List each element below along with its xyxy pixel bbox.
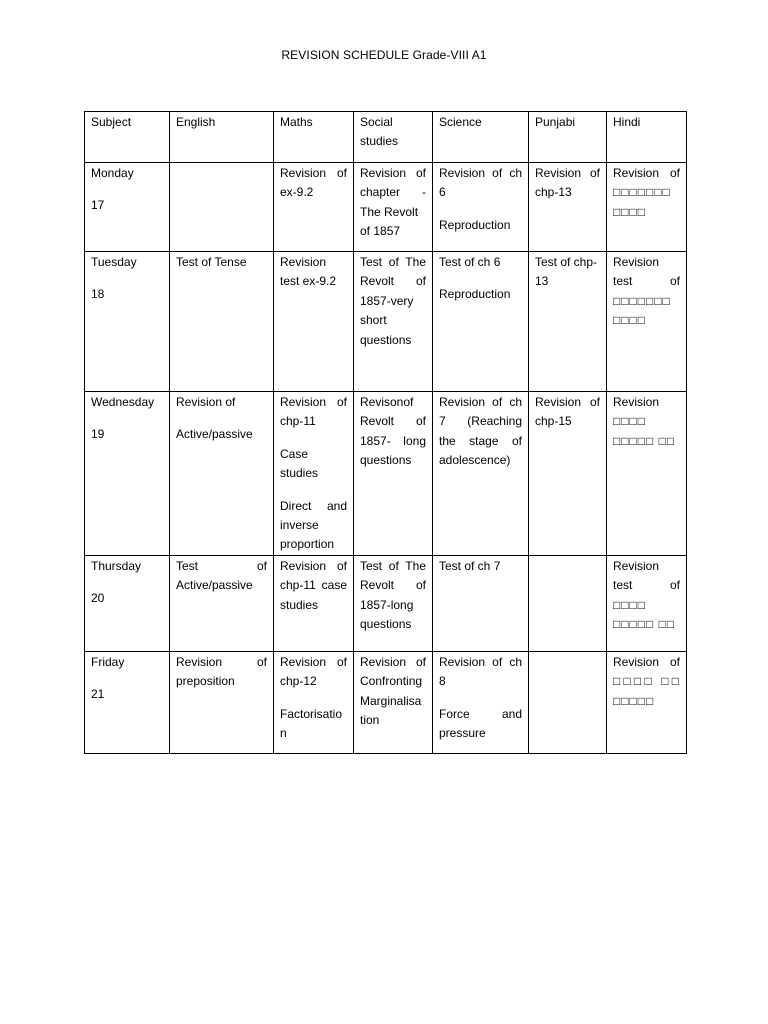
cell-text: Revision of — [280, 558, 347, 573]
cell-text: Revision — [613, 558, 660, 573]
cell-text: Revision of — [280, 166, 347, 180]
cell-text — [176, 164, 267, 183]
cell-tuesday-social — [354, 252, 433, 392]
cell-text: 1857- long — [360, 433, 426, 448]
date-label: 19 — [91, 427, 105, 442]
cell-tuesday-maths — [274, 252, 354, 392]
header-maths-label: Maths — [280, 115, 313, 129]
day-cell-wednesday — [85, 392, 170, 556]
table-header-row — [85, 112, 687, 163]
cell-text: questions — [360, 453, 412, 468]
date-label: 21 — [91, 687, 105, 702]
cell-text: Revision of — [613, 654, 680, 669]
cell-text: 6 — [439, 185, 446, 200]
cell-monday-punjabi — [529, 163, 607, 252]
cell-friday-social — [354, 651, 433, 753]
table-row-friday — [85, 651, 687, 753]
day-label: Monday — [91, 166, 134, 180]
cell-text: Revisonof — [360, 395, 414, 409]
date-label: 20 — [91, 591, 105, 606]
header-english-label: English — [176, 115, 216, 129]
table-row-monday — [85, 163, 687, 252]
cell-text: □□□□□ □□ — [613, 617, 676, 632]
cell-text: Revision of ch — [439, 166, 522, 180]
cell-text: Confronting — [360, 674, 423, 689]
cell-text: Revision of — [176, 654, 267, 669]
cell-text: Revision of — [613, 166, 680, 180]
cell-text: chp-13 — [535, 185, 572, 200]
header-hindi — [607, 112, 687, 163]
cell-text: Revision of — [535, 395, 600, 409]
cell-text: test of — [613, 578, 680, 593]
cell-text: chapter - — [360, 185, 426, 200]
cell-text: □□□□ — [613, 313, 646, 328]
cell-monday-maths — [274, 163, 354, 252]
cell-text: □□□□□ — [613, 693, 655, 708]
date-label: 17 — [91, 198, 105, 213]
cell-text: Case studies — [280, 446, 319, 481]
table-row-wednesday — [85, 392, 687, 556]
cell-text: 13 — [535, 274, 549, 289]
cell-text: preposition — [176, 674, 235, 689]
cell-text: Revision of — [535, 166, 600, 180]
cell-text: Revision of — [280, 395, 347, 409]
day-label: Tuesday — [91, 255, 137, 269]
header-maths — [274, 112, 354, 163]
header-social-label-2: studies — [360, 134, 399, 149]
cell-text: Direct and — [280, 498, 347, 513]
cell-text: studies — [280, 597, 319, 612]
cell-text: Test of The — [360, 558, 426, 573]
cell-thursday-social — [354, 555, 433, 651]
cell-text: inverse — [280, 518, 319, 533]
cell-text: 7 (Reaching — [439, 414, 522, 429]
cell-wednesday-hindi — [607, 392, 687, 556]
header-hindi-label: Hindi — [613, 115, 641, 129]
cell-wednesday-social — [354, 392, 433, 556]
cell-text: Revision of — [176, 395, 236, 409]
cell-text — [535, 653, 600, 672]
cell-monday-social — [354, 163, 433, 252]
cell-text: 1857-very — [360, 293, 414, 308]
cell-text: Revision — [613, 255, 660, 269]
cell-thursday-science — [433, 555, 529, 651]
cell-text: Reproduction — [439, 287, 511, 302]
header-subject-label: Subject — [91, 115, 132, 129]
cell-text: □□□□ — [613, 204, 646, 219]
header-social-studies — [354, 112, 433, 163]
cell-text: chp-11 case — [280, 578, 347, 593]
header-punjabi — [529, 112, 607, 163]
cell-text: questions — [360, 617, 412, 632]
cell-friday-english — [170, 651, 274, 753]
header-social-label-1: Social — [360, 115, 393, 129]
day-label: Thursday — [91, 558, 142, 573]
cell-text: 8 — [439, 674, 446, 689]
cell-text: Factorisatio — [280, 706, 343, 721]
day-cell-friday — [85, 651, 170, 753]
cell-tuesday-punjabi — [529, 252, 607, 392]
cell-text: n — [280, 726, 287, 741]
cell-text: □□□□□ □□ — [613, 433, 676, 448]
cell-text: Test of ch 7 — [439, 558, 501, 573]
cell-thursday-english — [170, 555, 274, 651]
day-cell-tuesday — [85, 252, 170, 392]
cell-text: Test of — [176, 558, 267, 573]
cell-text: pressure — [439, 726, 486, 741]
cell-text: test ex-9.2 — [280, 274, 337, 289]
cell-text: □□□□ — [613, 414, 646, 429]
cell-text: Revision of ch — [439, 395, 522, 409]
cell-text: Revolt of — [360, 414, 426, 429]
cell-wednesday-science — [433, 392, 529, 556]
cell-text: the stage of — [439, 433, 522, 448]
cell-text: short — [360, 313, 387, 328]
cell-text: The Revolt — [360, 204, 419, 219]
revision-schedule-table — [84, 111, 687, 754]
cell-monday-english — [170, 163, 274, 252]
cell-text: Reproduction — [439, 217, 511, 232]
cell-text: ex-9.2 — [280, 185, 314, 200]
cell-friday-science — [433, 651, 529, 753]
cell-text: □□□□□□□ — [613, 293, 671, 308]
date-label: 18 — [91, 287, 105, 302]
cell-wednesday-punjabi — [529, 392, 607, 556]
table-row-tuesday — [85, 252, 687, 392]
cell-text: Revision of — [360, 166, 426, 180]
table-row-thursday — [85, 555, 687, 651]
cell-thursday-hindi — [607, 555, 687, 651]
cell-text: adolescence) — [439, 453, 511, 468]
cell-text: Revolt of — [360, 274, 426, 289]
day-label: Friday — [91, 654, 125, 669]
cell-thursday-punjabi — [529, 555, 607, 651]
cell-wednesday-english — [170, 392, 274, 556]
cell-text: chp-15 — [535, 414, 572, 429]
cell-text: Active/passive — [176, 427, 253, 442]
cell-text: tion — [360, 713, 380, 728]
day-cell-thursday — [85, 555, 170, 651]
cell-text: Revision of — [360, 654, 426, 669]
cell-text: Marginalisa — [360, 693, 422, 708]
header-punjabi-label: Punjabi — [535, 115, 576, 129]
cell-text: chp-12 — [280, 674, 317, 689]
cell-text: Active/passive — [176, 578, 253, 593]
cell-monday-hindi — [607, 163, 687, 252]
day-label: Wednesday — [91, 395, 155, 409]
header-english — [170, 112, 274, 163]
cell-text: Test of chp- — [535, 255, 598, 269]
cell-tuesday-hindi — [607, 252, 687, 392]
cell-text — [535, 557, 600, 576]
cell-text: Revision — [280, 255, 327, 269]
cell-text: Test of ch 6 — [439, 255, 501, 269]
cell-text: Revision — [613, 395, 660, 409]
cell-text: of 1857 — [360, 224, 401, 239]
cell-text: 1857-long — [360, 597, 414, 612]
cell-friday-maths — [274, 651, 354, 753]
cell-text: Test of Tense — [176, 255, 247, 269]
cell-text: questions — [360, 332, 412, 347]
cell-text: Test of The — [360, 255, 426, 269]
cell-text: Revision of — [280, 654, 347, 669]
day-cell-monday — [85, 163, 170, 252]
cell-text: □□□□□□□ — [613, 185, 671, 200]
page-title: REVISION SCHEDULE Grade-VIII A1 — [281, 48, 487, 62]
cell-text: Revision of ch — [439, 654, 522, 669]
cell-monday-science — [433, 163, 529, 252]
cell-tuesday-science — [433, 252, 529, 392]
cell-friday-hindi — [607, 651, 687, 753]
cell-tuesday-english — [170, 252, 274, 392]
cell-thursday-maths — [274, 555, 354, 651]
cell-friday-punjabi — [529, 651, 607, 753]
cell-text: Force and — [439, 706, 522, 721]
cell-text: □□□□ □□ — [613, 674, 680, 689]
header-science — [433, 112, 529, 163]
cell-text: proportion — [280, 537, 335, 552]
cell-text: test of — [613, 274, 680, 289]
cell-wednesday-maths — [274, 392, 354, 556]
cell-text: Revolt of — [360, 578, 426, 593]
cell-text: □□□□ — [613, 597, 646, 612]
header-science-label: Science — [439, 115, 482, 129]
header-subject — [85, 112, 170, 163]
cell-text: chp-11 — [280, 414, 316, 429]
